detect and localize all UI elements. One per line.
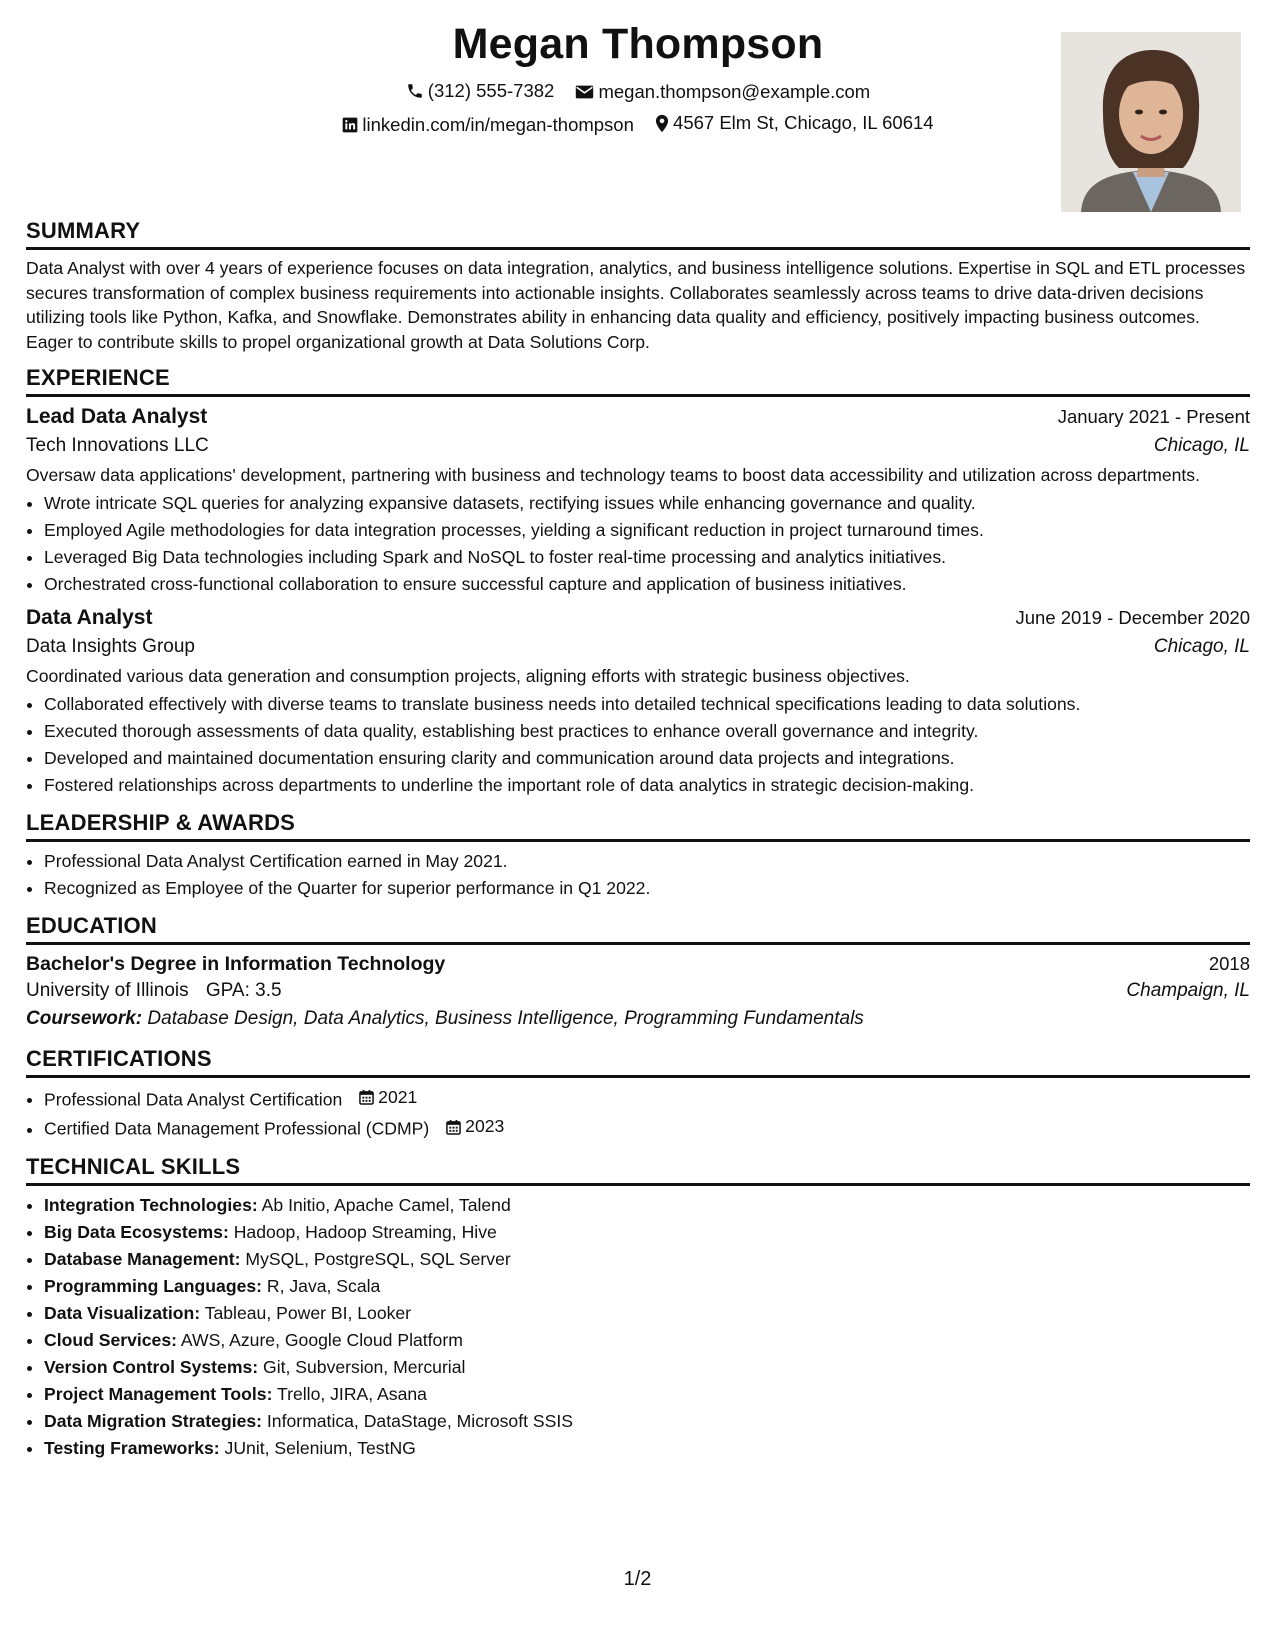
contact-linkedin[interactable] — [342, 114, 633, 136]
certification-item — [44, 1113, 1250, 1143]
skill-item — [44, 1381, 1250, 1408]
job-location: Chicago, IL — [1153, 435, 1250, 457]
school-location: Champaign, IL — [1126, 979, 1250, 1001]
resume-page — [26, 0, 1250, 1473]
job-dates: January 2021 - Present — [1057, 406, 1250, 428]
certifications-section — [26, 1046, 1250, 1143]
summary-section — [26, 218, 1250, 354]
skill-value: Tableau, Power BI, Looker — [204, 1302, 412, 1323]
job-bullet: • Executed thorough assessments of data quality, establishing best practices to enhance overall governance and integrity. — [44, 718, 1250, 745]
profile-photo — [1061, 32, 1241, 212]
education-heading: EDUCATION — [26, 913, 1250, 945]
skill-item — [44, 1408, 1250, 1435]
certification-item — [44, 1084, 1250, 1114]
certification-year: 2023 — [465, 1116, 505, 1137]
job-description: Oversaw data applications' development, partnering with business and technology teams to boost data accessibility and utilization across departments. — [26, 465, 1200, 486]
school-name: University of Illinois — [26, 979, 189, 1001]
skill-label: Data Visualization: — [44, 1302, 201, 1323]
skill-item — [44, 1192, 1250, 1219]
calendar-icon — [359, 1089, 374, 1105]
certification-name: Professional Data Analyst Certification — [44, 1089, 343, 1110]
skill-label: Database Management: — [44, 1248, 241, 1269]
phone-text: (312) 555-7382 — [427, 80, 555, 101]
job-bullet: • Developed and maintained documentation ensuring clarity and communication around data projects and integrations. — [44, 745, 1250, 772]
skills-list — [26, 1192, 1250, 1462]
linkedin-text[interactable]: linkedin.com/in/megan-thompson — [362, 113, 634, 135]
skill-item — [44, 1273, 1250, 1300]
skills-section — [26, 1154, 1250, 1462]
leadership-heading: LEADERSHIP & AWARDS — [26, 810, 1250, 842]
contact-email[interactable] — [575, 81, 870, 103]
skill-label: Cloud Services: — [44, 1329, 177, 1350]
skill-value: Hadoop, Hadoop Streaming, Hive — [233, 1221, 497, 1242]
certification-name: Certified Data Management Professional (CDMP) — [44, 1118, 430, 1139]
job-entry — [26, 606, 1250, 799]
certifications-heading: CERTIFICATIONS — [26, 1046, 1250, 1078]
envelope-icon — [575, 84, 594, 100]
page-number: 1/2 — [623, 1568, 652, 1590]
job-bullets — [26, 691, 1250, 799]
degree-title: Bachelor's Degree in Information Technology — [26, 952, 446, 975]
certification-year: 2021 — [378, 1086, 418, 1107]
job-bullets — [26, 490, 1250, 598]
skill-item — [44, 1219, 1250, 1246]
skill-value: MySQL, PostgreSQL, SQL Server — [245, 1248, 511, 1269]
leadership-item: • Recognized as Employee of the Quarter for superior performance in Q1 2022. — [44, 875, 1250, 902]
contact-phone — [406, 80, 555, 102]
map-pin-icon — [655, 114, 669, 133]
skill-label: Data Migration Strategies: — [44, 1410, 263, 1431]
skill-label: Testing Frameworks: — [44, 1437, 220, 1458]
skills-heading: TECHNICAL SKILLS — [26, 1154, 1250, 1186]
job-entry — [26, 405, 1250, 598]
linkedin-icon — [342, 117, 358, 133]
skill-item — [44, 1435, 1250, 1462]
skill-item — [44, 1354, 1250, 1381]
contact-address — [655, 112, 934, 134]
job-bullet: • Fostered relationships across departments to underline the important role of data analytics in strategic decision-making. — [44, 772, 1250, 799]
skill-label: Integration Technologies: — [44, 1194, 258, 1215]
graduation-year: 2018 — [1208, 952, 1250, 974]
job-title: Data Analyst — [26, 605, 153, 629]
skill-item — [44, 1327, 1250, 1354]
skill-label: Project Management Tools: — [44, 1383, 273, 1404]
certifications-list — [26, 1084, 1250, 1143]
job-bullet: • Employed Agile methodologies for data integration processes, yielding a significant reduction in project turnaround times. — [44, 517, 1250, 544]
leadership-item: • Professional Data Analyst Certification earned in May 2021. — [44, 848, 1250, 875]
skill-value: Git, Subversion, Mercurial — [263, 1356, 466, 1377]
coursework-list: Database Design, Data Analytics, Business Intelligence, Programming Fundamentals — [147, 1007, 864, 1029]
candidate-name: Megan Thompson — [452, 20, 824, 68]
summary-text: Data Analyst with over 4 years of experience focuses on data integration, analytics, and business intelligence solutions. Expertise in SQL and ETL processes secures transformation of complex business requirements into actionable insights. Collaborates seamlessly across teams to drive data-driven decisions utilizing tools like Python, Kafka, and Snowflake. Demonstrates ability in enhancing data quality and efficiency, positively impacting business outcomes. Eager to contribute skills to propel organizational growth at Data Solutions Corp. — [26, 258, 1246, 352]
leadership-section — [26, 810, 1250, 902]
skill-value: JUnit, Selenium, TestNG — [224, 1437, 416, 1458]
experience-section — [26, 365, 1250, 798]
job-company: Tech Innovations LLC — [26, 435, 209, 457]
job-dates: June 2019 - December 2020 — [1015, 606, 1250, 628]
job-title: Lead Data Analyst — [26, 405, 208, 429]
skill-label: Version Control Systems: — [44, 1356, 259, 1377]
leadership-list — [26, 848, 1250, 902]
skill-value: Informatica, DataStage, Microsoft SSIS — [266, 1410, 573, 1431]
job-bullet: • Leveraged Big Data technologies including Spark and NoSQL to foster real-time processing and analytics initiatives. — [44, 544, 1250, 571]
address-text: 4567 Elm St, Chicago, IL 60614 — [673, 112, 934, 133]
summary-heading: SUMMARY — [26, 218, 1250, 250]
coursework-label: Coursework: — [26, 1007, 143, 1029]
skill-value: AWS, Azure, Google Cloud Platform — [180, 1329, 463, 1350]
education-section — [26, 913, 1250, 1030]
phone-icon — [406, 82, 424, 100]
coursework — [26, 1008, 1250, 1030]
job-bullet: • Collaborated effectively with diverse teams to translate business needs into detailed technical specifications leading to data solutions. — [44, 691, 1250, 718]
skill-value: R, Java, Scala — [266, 1275, 381, 1296]
skill-item — [44, 1300, 1250, 1327]
skill-label: Programming Languages: — [44, 1275, 262, 1296]
resume-header — [26, 0, 1250, 218]
job-bullet: • Wrote intricate SQL queries for analyzing expansive datasets, rectifying issues while enhancing governance and quality. — [44, 490, 1250, 517]
calendar-icon — [446, 1119, 461, 1135]
skill-value: Ab Initio, Apache Camel, Talend — [261, 1194, 511, 1215]
experience-heading: EXPERIENCE — [26, 365, 1250, 397]
skill-value: Trello, JIRA, Asana — [277, 1383, 427, 1404]
job-bullet: • Orchestrated cross-functional collaboration to ensure successful capture and application of business initiatives. — [44, 571, 1250, 598]
email-text[interactable]: megan.thompson@example.com — [598, 81, 871, 102]
skill-label: Big Data Ecosystems: — [44, 1221, 229, 1242]
job-company: Data Insights Group — [26, 635, 195, 657]
gpa: GPA: 3.5 — [205, 979, 282, 1001]
skill-item — [44, 1246, 1250, 1273]
job-description: Coordinated various data generation and consumption projects, aligning efforts with strategic business objectives. — [26, 665, 910, 686]
job-location: Chicago, IL — [1153, 635, 1250, 657]
